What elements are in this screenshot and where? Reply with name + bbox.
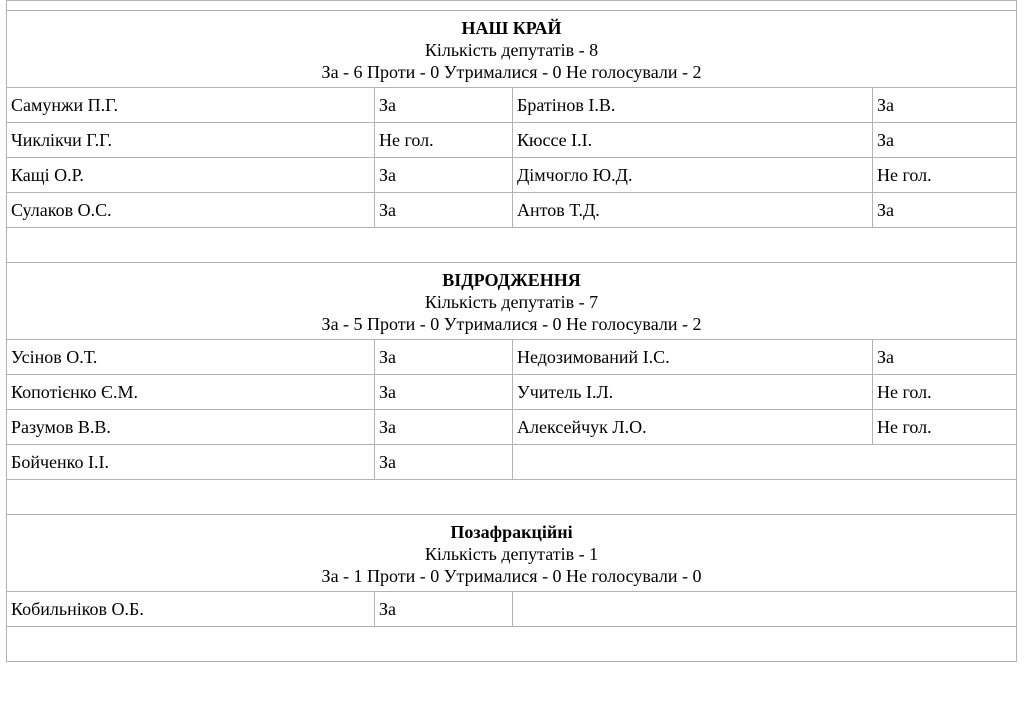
deputy-row: [7, 193, 1017, 228]
deputy-vote-left: За: [375, 158, 513, 193]
section-spacer-row: [7, 627, 1017, 662]
deputy-name-left: Кащі О.Р.: [7, 158, 375, 193]
empty-cell: [513, 445, 1017, 480]
deputy-vote-right: За: [873, 340, 1017, 375]
deputy-vote-left: За: [375, 193, 513, 228]
deputy-name-left: Чиклікчи Г.Г.: [7, 123, 375, 158]
faction-header-row: [7, 11, 1017, 88]
section-spacer-row: [7, 228, 1017, 263]
deputy-name-left: Разумов В.В.: [7, 410, 375, 445]
deputy-vote-right: Не гол.: [873, 158, 1017, 193]
deputy-name-right: Дімчогло Ю.Д.: [513, 158, 873, 193]
deputy-row: [7, 123, 1017, 158]
faction-vote-totals: За - 5 Проти - 0 Утрималися - 0 Не голосували - 2: [321, 314, 702, 334]
deputy-name-left: Усінов О.Т.: [7, 340, 375, 375]
section-spacer: [7, 627, 1017, 662]
faction-header: [7, 515, 1017, 592]
faction-deputy-count: Кількість депутатів - 7: [424, 292, 599, 312]
deputy-name-right: Учитель І.Л.: [513, 375, 873, 410]
vote-results-table: [6, 0, 1017, 662]
deputy-vote-left: За: [375, 592, 513, 627]
deputy-row: [7, 592, 1017, 627]
vote-results-body: [7, 1, 1017, 662]
deputy-name-left: Бойченко І.І.: [7, 445, 375, 480]
faction-vote-totals: За - 1 Проти - 0 Утрималися - 0 Не голосували - 0: [321, 566, 702, 586]
deputy-row: [7, 410, 1017, 445]
section-spacer-row: [7, 480, 1017, 515]
deputy-name-right: Антов Т.Д.: [513, 193, 873, 228]
deputy-vote-left: За: [375, 340, 513, 375]
deputy-vote-right: За: [873, 193, 1017, 228]
section-spacer: [7, 228, 1017, 263]
deputy-name-left: Сулаков О.С.: [7, 193, 375, 228]
empty-cell: [513, 592, 1017, 627]
faction-header-row: [7, 263, 1017, 340]
faction-deputy-count: Кількість депутатів - 1: [424, 544, 599, 564]
deputy-name-left: Самунжи П.Г.: [7, 88, 375, 123]
deputy-row: [7, 88, 1017, 123]
deputy-row: [7, 375, 1017, 410]
faction-deputy-count: Кількість депутатів - 8: [424, 40, 599, 60]
faction-vote-totals: За - 6 Проти - 0 Утрималися - 0 Не голосували - 2: [321, 62, 702, 82]
section-spacer: [7, 480, 1017, 515]
faction-header-row: [7, 515, 1017, 592]
deputy-vote-left: За: [375, 375, 513, 410]
vote-results-page: [6, 0, 1016, 662]
deputy-vote-left: Не гол.: [375, 123, 513, 158]
deputy-name-right: Кюссе І.І.: [513, 123, 873, 158]
faction-name: НАШ КРАЙ: [461, 18, 562, 38]
faction-name: Позафракційні: [450, 522, 573, 542]
faction-header: [7, 263, 1017, 340]
deputy-vote-left: За: [375, 445, 513, 480]
top-strip-cell: [7, 1, 1017, 11]
deputy-vote-left: За: [375, 410, 513, 445]
deputy-row: [7, 158, 1017, 193]
deputy-row: [7, 445, 1017, 480]
deputy-vote-right: Не гол.: [873, 375, 1017, 410]
deputy-name-left: Кобильніков О.Б.: [7, 592, 375, 627]
deputy-vote-left: За: [375, 88, 513, 123]
faction-name: ВІДРОДЖЕННЯ: [442, 270, 581, 290]
deputy-name-right: Братінов І.В.: [513, 88, 873, 123]
deputy-name-left: Копотієнко Є.М.: [7, 375, 375, 410]
deputy-vote-right: За: [873, 88, 1017, 123]
deputy-vote-right: Не гол.: [873, 410, 1017, 445]
deputy-vote-right: За: [873, 123, 1017, 158]
top-strip-row: [7, 1, 1017, 11]
faction-header: [7, 11, 1017, 88]
deputy-name-right: Алексейчук Л.О.: [513, 410, 873, 445]
deputy-name-right: Недозимований І.С.: [513, 340, 873, 375]
deputy-row: [7, 340, 1017, 375]
